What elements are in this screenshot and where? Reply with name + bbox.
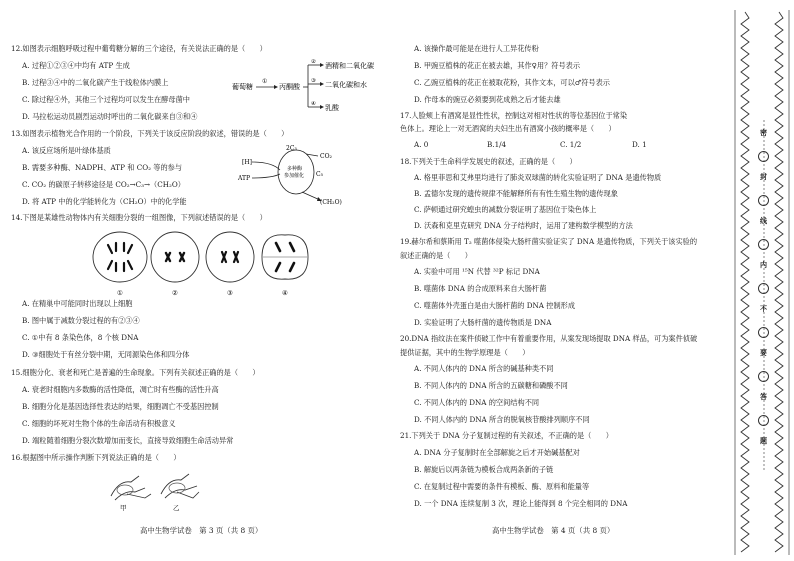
q21-option-a: A. DNA 分子复制时在全部解旋之后才开始碱基配对 xyxy=(414,448,580,457)
q17-option-d: D. 1 xyxy=(632,140,647,149)
q19-option-a: A. 实验中可用 ¹⁵N 代替 ³²P 标记 DNA xyxy=(414,267,540,276)
q12-fig-step2: ② xyxy=(311,59,316,65)
q13-option-d: D. 将 ATP 中的化学能转化为（CH₂O）中的化学能 xyxy=(22,197,187,206)
q14-cell-label-4: ④ xyxy=(282,289,288,297)
q18-option-b: B. 孟德尔发现的遗传规律不能解释所有有性生殖生物的遗传现象 xyxy=(414,189,618,198)
q16-label-yi: 乙 xyxy=(173,504,180,512)
binding-word-6: 要 xyxy=(760,348,767,357)
q12-fig-product2: 酒精和二氧化碳 xyxy=(325,62,374,70)
q12-fig-product3: 二氧化碳和水 xyxy=(325,81,367,89)
q17-stem-line1: 17.人脸颊上有酒窝是显性性状，控制这对相对性状的等位基因位于常染 xyxy=(400,111,628,120)
q12-fig-product4: 乳酸 xyxy=(325,104,339,112)
binding-word-3: 线 xyxy=(760,216,767,225)
q20-option-b: B. 不同人体内的 DNA 所含的五碳糖和磷酸不同 xyxy=(414,381,568,390)
q18-stem: 18.下列关于生命科学发展史的叙述，正确的是（ ） xyxy=(400,157,577,166)
q15-option-a: A. 衰老时细胞内多数酶的活性降低，凋亡时有些酶的活性升高 xyxy=(22,385,219,394)
q16-label-jia: 甲 xyxy=(120,504,127,512)
q16-option-c: C. 乙豌豆植株的花正在被取花粉，其作文本，可以♂符号表示 xyxy=(414,78,610,87)
binding-word-8: 题 xyxy=(760,436,767,445)
q12-option-c: C. 除过程④外，其他三个过程均可以发生在酵母菌中 xyxy=(22,95,190,104)
seal-circle-mark xyxy=(758,195,769,206)
q17-option-c: C. 1/2 xyxy=(560,140,582,149)
q20-option-d: D. 不同人体内的 DNA 所含的脱氧核苷酸排列顺序不同 xyxy=(414,415,590,424)
q14-option-b: B. 图中属于减数分裂过程的有②③④ xyxy=(22,316,140,325)
q12-fig-step3: ③ xyxy=(311,78,316,84)
q19-stem-line2: 叙述正确的是（ ） xyxy=(400,251,472,260)
q13-stem: 13.如图表示植物光合作用的一个阶段，下列关于该反应阶段的叙述，错误的是（ ） xyxy=(11,129,289,138)
q12-fig-pyruvate: 丙酮酸 xyxy=(279,83,300,91)
q13-fig-c3: 2C₃ xyxy=(286,145,297,152)
q13-fig-c5: C₅ xyxy=(316,171,323,178)
q18-option-a: A. 格里菲思和艾弗里均进行了肺炎双球菌的转化实验证明了 DNA 是遗传物质 xyxy=(414,173,662,182)
q13-fig-co2: CO₂ xyxy=(320,153,332,160)
q15-option-c: C. 细胞的坏死对生物个体的生命活动有积极意义 xyxy=(22,419,176,428)
q14-cell-division-figures xyxy=(90,227,310,297)
q15-option-b: B. 细胞分化是基因选择性表达的结果，细胞凋亡不受基因控制 xyxy=(22,402,219,411)
binding-word-1: 密 xyxy=(760,128,767,137)
q14-cell-label-2: ② xyxy=(172,289,178,297)
q19-option-b: B. 噬菌体 DNA 的合成原料来自大肠杆菌 xyxy=(414,284,547,293)
q16-stem: 16.根据图中所示操作判断下列说法正确的是（ ） xyxy=(11,453,181,462)
q15-option-d: D. 端粒随着细胞分裂次数增加而变长，直接导致细胞生命活动异常 xyxy=(22,436,234,445)
q21-stem: 21.下列关于 DNA 分子复制过程的有关叙述，不正确的是（ ） xyxy=(400,431,613,440)
q12-option-b: B. 过程③④中的二氧化碳产生于线粒体内膜上 xyxy=(22,78,169,87)
q17-stem-line2: 色体上。理论上一对无酒窝的夫妇生出有酒窝小孩的概率是（ ） xyxy=(400,124,616,133)
seal-circle-mark xyxy=(758,371,769,382)
q12-fig-glucose: 葡萄糖 xyxy=(232,83,253,91)
q14-cell-label-1: ① xyxy=(117,289,123,297)
seal-binding-strip xyxy=(731,0,794,561)
q12-fig-step1: ① xyxy=(262,78,268,85)
q12-fig-step4: ④ xyxy=(311,101,316,107)
q14-cell-label-3: ③ xyxy=(227,289,233,297)
q14-option-c: C. ①中有 8 条染色体，8 个核 DNA xyxy=(22,333,139,342)
q19-stem-line1: 19.赫尔希和蔡斯用 T₂ 噬菌体侵染大肠杆菌实验证实了 DNA 是遗传物质，下列关于该实验的 xyxy=(400,237,698,246)
q16-option-a: A. 该操作最可能是在进行人工异花传粉 xyxy=(414,44,539,53)
page-3-footer: 高中生物学试卷 第 3 页（共 8 页） xyxy=(140,526,263,535)
q21-option-b: B. 解旋后以两条链为模板合成两条新的子链 xyxy=(414,465,554,474)
q14-stem: 14.下图是某雄性动物体内有关细胞分裂的一组图像，下列叙述错误的是（ ） xyxy=(11,213,267,222)
q13-fig-enzyme2: 参加催化 xyxy=(284,173,305,179)
q13-option-c: C. CO₂ 的碳原子转移途径是 CO₂→C₃→（CH₂O） xyxy=(22,180,185,189)
q21-option-c: C. 在复制过程中需要的条件有模板、酶、原料和能量等 xyxy=(414,482,590,491)
q12-option-a: A. 过程①②③④中均有 ATP 生成 xyxy=(22,61,130,70)
q13-option-b: B. 需要多种酶、NADPH、ATP 和 CO₂ 等的参与 xyxy=(22,163,183,172)
q17-option-a: A. 0 xyxy=(414,140,429,149)
q16-option-d: D. 作母本的豌豆必须要到花成熟之后才能去雄 xyxy=(414,95,561,104)
binding-word-5: 不 xyxy=(760,304,767,313)
q12-option-d: D. 马拉松运动员剧烈运动时呼出的二氧化碳来自③和④ xyxy=(22,112,198,121)
q21-option-d: D. 一个 DNA 连续复制 3 次，理论上能得到 8 个完全相同的 DNA xyxy=(414,499,628,508)
q20-stem-line1: 20.DNA 指纹法在案件侦破工作中有着重要作用，从案发现场提取 DNA 样品，可为案件侦破 xyxy=(400,334,698,343)
binding-word-4: 内 xyxy=(760,260,767,269)
q20-option-c: C. 不同人体内的 DNA 的空间结构不同 xyxy=(414,398,540,407)
q12-respiration-diagram xyxy=(232,55,402,113)
q19-option-c: C. 噬菌体外壳蛋白是由大肠杆菌的 DNA 控制形成 xyxy=(414,301,576,310)
seal-circle-mark xyxy=(758,415,769,426)
page-4-footer: 高中生物学试卷 第 4 页（共 8 页） xyxy=(492,526,615,535)
seal-circle-mark xyxy=(758,283,769,294)
q16-option-b: B. 甲豌豆植株的花正在被去雄，其作♀用？符号表示 xyxy=(414,61,581,70)
q13-option-a: A. 该反应场所是叶绿体基质 xyxy=(22,146,111,155)
q18-option-c: C. 萨顿通过研究蝗虫的减数分裂证明了基因位于染色体上 xyxy=(414,205,597,214)
q13-fig-product: (CH₂O) xyxy=(320,199,342,206)
q12-stem: 12.如图表示细胞呼吸过程中葡萄糖分解的三个途径，有关说法正确的是（ ） xyxy=(11,44,267,53)
q17-option-b: B.1/4 xyxy=(487,140,507,149)
q19-option-d: D. 实验证明了大肠杆菌的遗传物质是 DNA xyxy=(414,318,552,327)
q16-pollination-figure xyxy=(105,470,205,512)
binding-word-7: 答 xyxy=(760,392,767,401)
seal-circle-mark xyxy=(758,151,769,162)
q13-calvin-cycle-diagram xyxy=(232,140,352,206)
q20-stem-line2: 提供证据，其中的生物学原理是（ ） xyxy=(400,348,530,357)
seal-circle-mark xyxy=(758,327,769,338)
q14-option-d: D. ③细胞处于有丝分裂中期，无同源染色体和四分体 xyxy=(22,350,190,359)
q13-fig-h: [H] xyxy=(242,159,252,166)
q14-option-a: A. 在精巢中可能同时出现以上细胞 xyxy=(22,299,133,308)
binding-word-2: 封 xyxy=(760,172,767,181)
seal-circle-mark xyxy=(758,239,769,250)
q13-fig-enzyme1: 多种酶 xyxy=(287,166,303,172)
q18-option-d: D. 沃森和克里克研究 DNA 分子结构时，运用了建构数学模型的方法 xyxy=(414,221,633,230)
q15-stem: 15.细胞分化、衰老和死亡是普遍的生命现象。下列有关叙述正确的是（ ） xyxy=(11,368,260,377)
q13-fig-atp: ATP xyxy=(238,175,251,182)
q20-option-a: A. 不同人体内的 DNA 所含的碱基种类不同 xyxy=(414,364,554,373)
